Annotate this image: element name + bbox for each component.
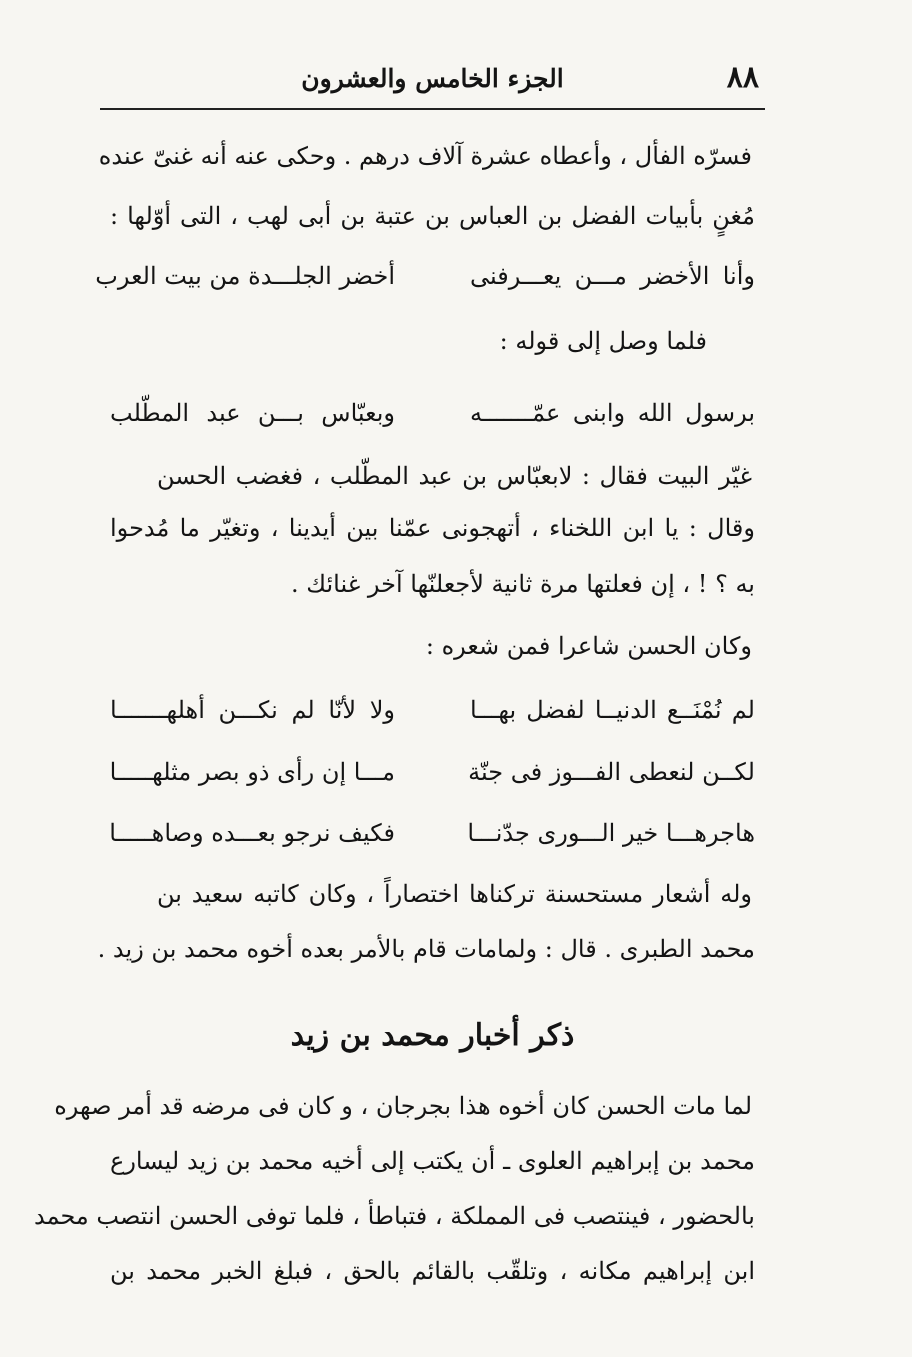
verse-first-hemistich: لم نُمْنَــع الدنيــا لفضل بهـــا <box>470 696 755 724</box>
verse-second-hemistich: وبعبّاس بـــن عبد المطّلب <box>110 399 395 427</box>
text-line: محمد الطبرى . قال : ولمامات قام بالأمر بعده أخوه محمد بن زيد . <box>97 935 755 963</box>
verse-first-hemistich: برسول الله وابنى عمّـــــــه <box>470 399 755 427</box>
text-line: غيّر البيت فقال : لابعبّاس بن عبد المطّلب ، فغضب الحسن <box>157 462 752 490</box>
text-line: فلما وصل إلى قوله : <box>499 327 707 355</box>
page-number: ٨٨ <box>726 60 759 95</box>
verse-second-hemistich: ولا لأنّا لم نكـــن أهلهـــــــا <box>110 696 395 724</box>
page-header <box>100 56 765 110</box>
poem-verse <box>110 752 755 792</box>
section-heading: ذكر أخبار محمد بن زيد <box>290 1018 575 1053</box>
verse-first-hemistich: وأنا الأخضر مـــن يعـــرفنى <box>470 262 755 290</box>
text-line: بالحضور ، فينتصب فى المملكة ، فتباطأ ، فلما توفى الحسن انتصب محمد <box>33 1202 755 1230</box>
verse-second-hemistich: أخضر الجلـــدة من بيت العرب <box>95 262 395 290</box>
verse-second-hemistich: مـــا إن رأى ذو بصر مثلهـــــا <box>109 758 395 786</box>
verse-first-hemistich: لكــن لنعطى الفـــوز فى جنّة <box>468 758 755 786</box>
text-line: فسرّه الفأل ، وأعطاه عشرة آلاف درهم . وحكى عنه أنه غنىّ عنده <box>98 142 752 170</box>
text-line: مُغنٍ بأبيات الفضل بن العباس بن عتبة بن أبى لهب ، التى أوّلها : <box>110 202 755 230</box>
text-line: محمد بن إبراهيم العلوى ـ أن يكتب إلى أخيه محمد بن زيد ليسارع <box>110 1147 755 1175</box>
verse-line <box>95 256 755 296</box>
text-line: وقال : يا ابن اللخناء ، أتهجونى عمّنا بين أيدينا ، وتغيّر ما مُدحوا <box>110 514 755 542</box>
text-line: وله أشعار مستحسنة تركناها اختصاراً ، وكان كاتبه سعيد بن <box>157 880 752 908</box>
text-line: به ؟ ! ، إن فعلتها مرة ثانية لأجعلنّها آخر غنائك . <box>290 570 755 598</box>
text-line: وكان الحسن شاعرا فمن شعره : <box>425 632 752 660</box>
poem-verse <box>110 690 755 730</box>
running-title: الجزء الخامس والعشرون <box>301 64 564 93</box>
verse-line <box>110 393 755 433</box>
verse-first-hemistich: هاجرهـــا خير الـــورى جدّنـــا <box>467 819 755 847</box>
verse-second-hemistich: فكيف نرجو بعـــده وصاهـــــا <box>109 819 395 847</box>
text-line: ابن إبراهيم مكانه ، وتلقّب بالقائم بالحق ، فبلغ الخبر محمد بن <box>110 1257 755 1285</box>
poem-verse <box>110 813 755 853</box>
text-line: لما مات الحسن كان أخوه هذا بجرجان ، و كان فى مرضه قد أمر صهره <box>54 1092 752 1120</box>
